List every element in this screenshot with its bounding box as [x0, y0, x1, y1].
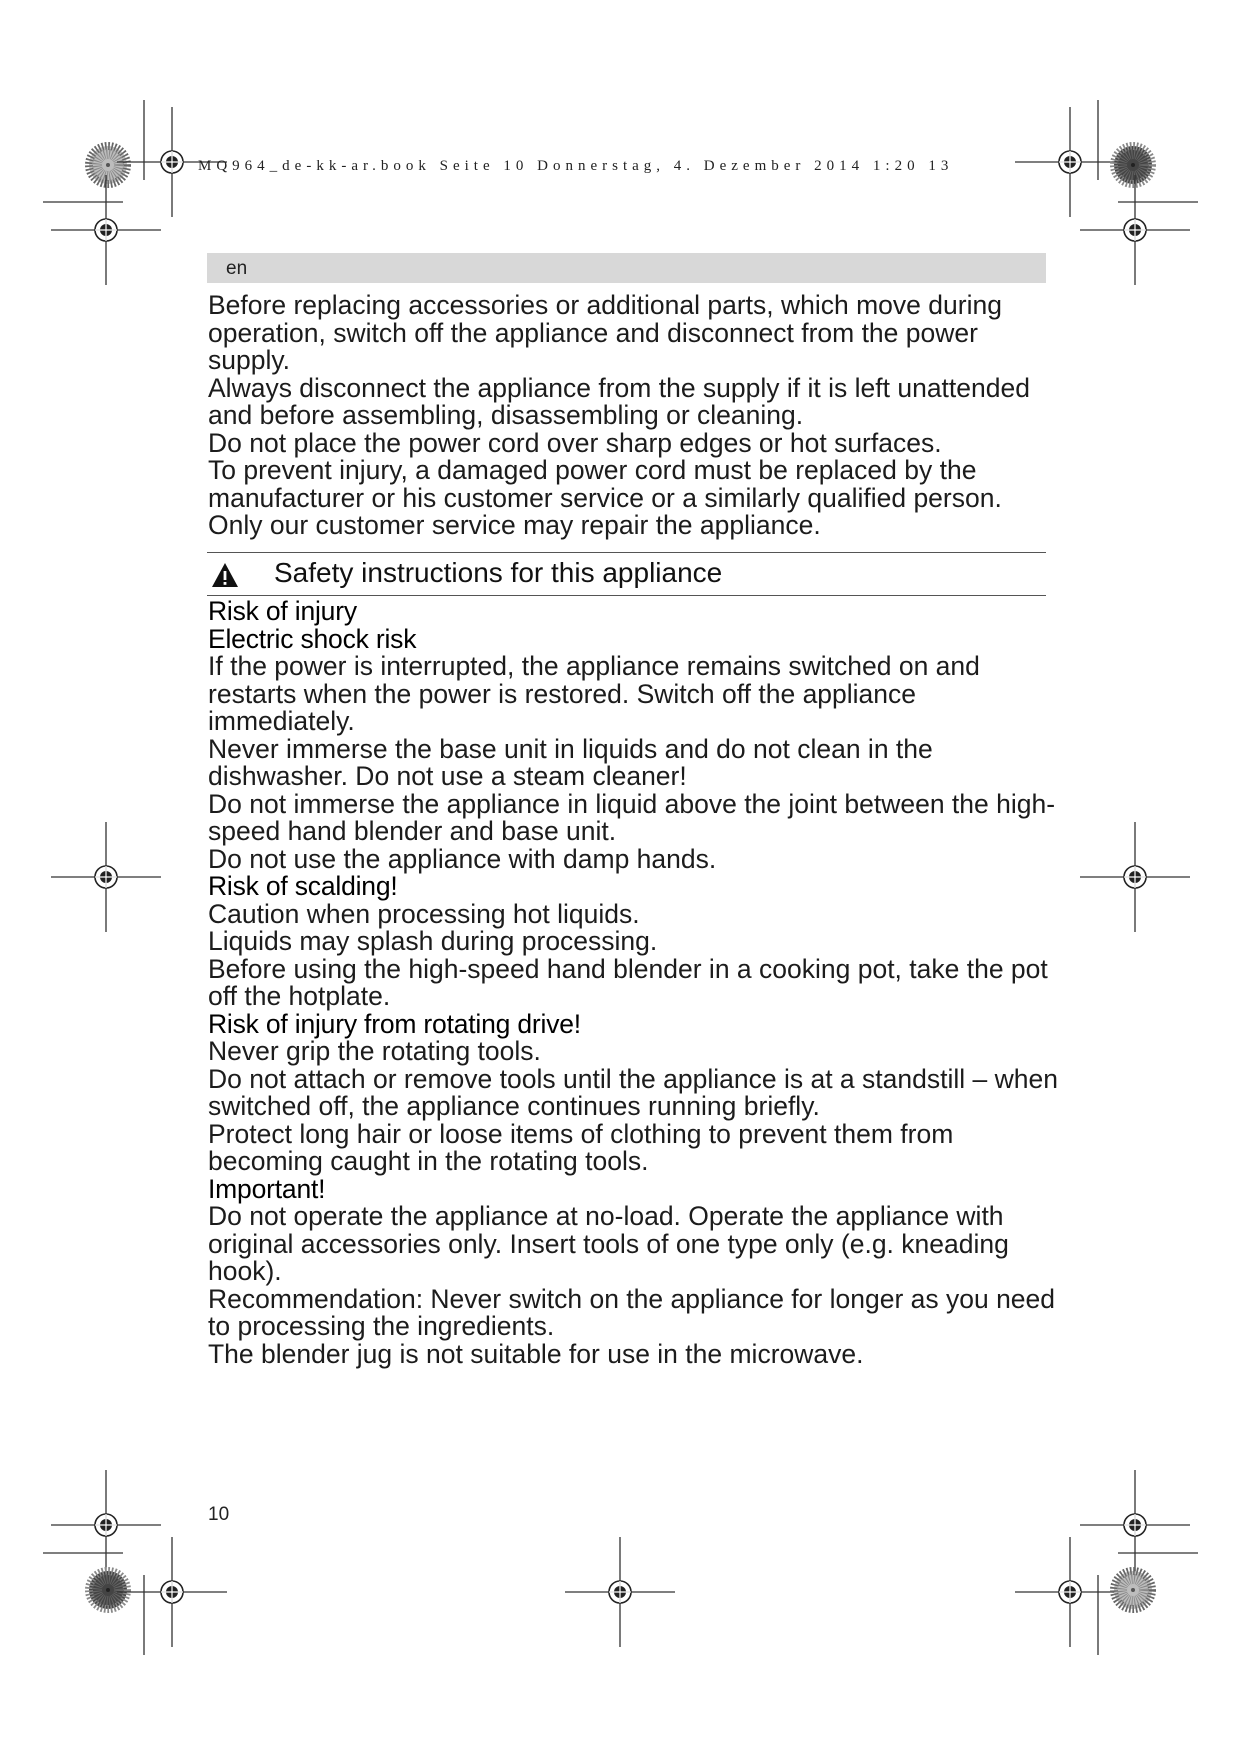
paragraph: Liquids may splash during processing.	[208, 926, 658, 956]
subheading: Risk of injury	[208, 596, 357, 626]
paragraph: Never grip the rotating tools.	[208, 1036, 541, 1066]
crosshair-icon	[565, 1537, 675, 1647]
crosshair-icon	[1015, 1537, 1125, 1647]
language-bar	[207, 253, 1046, 283]
paragraph: If the power is interrupted, the appliance remains switched on and restarts when the power is restored. Switch off the appliance immediately.	[208, 651, 980, 736]
paragraph: Do not use the appliance with damp hands.	[208, 843, 717, 874]
paragraph: Only our customer service may repair the appliance.	[208, 510, 821, 540]
paragraph: To prevent injury, a damaged power cord must be replaced by the manufacturer or his customer service or a similarly qualified person.	[208, 455, 1002, 513]
paragraph: Do not immerse the appliance in liquid above the joint between the high-speed hand blender and base unit.	[208, 788, 1056, 846]
crosshair-icon	[1080, 822, 1190, 932]
registration-star-icon	[89, 146, 127, 184]
paragraph: Caution when processing hot liquids.	[208, 898, 640, 929]
section-title: Safety instructions for this appliance	[274, 557, 723, 588]
crosshair-icon	[51, 1470, 161, 1580]
crosshair-icon	[117, 1537, 227, 1647]
paragraph: Before replacing accessories or additional parts, which move during operation, switch off the appliance and disconnect from the power supply.	[208, 290, 1002, 375]
paragraph: Do not place the power cord over sharp edges or hot surfaces.	[208, 427, 942, 458]
registration-star-icon	[1114, 1571, 1152, 1609]
subheading: Electric shock risk	[208, 623, 417, 654]
paragraph: Before using the high-speed hand blender in a cooking pot, take the pot off the hotplate.	[208, 953, 1048, 1011]
safety-block	[208, 598, 1058, 1368]
registration-star-icon	[1114, 146, 1152, 184]
section-header	[207, 552, 1046, 596]
crosshair-icon	[1080, 175, 1190, 285]
intro-block	[208, 292, 1058, 540]
paragraph: Recommendation: Never switch on the appliance for longer as you need to processing the ingredients.	[208, 1283, 1056, 1341]
paragraph: Always disconnect the appliance from the supply if it is left unattended and before assembling, disassembling or cleaning.	[208, 372, 1030, 430]
paragraph: Never immerse the base unit in liquids and do not clean in the dishwasher. Do not use a steam cleaner!	[208, 733, 933, 791]
crosshair-icon	[1080, 1470, 1190, 1580]
paragraph: Protect long hair or loose items of clothing to prevent them from becoming caught in the rotating tools.	[208, 1118, 954, 1176]
page-number: 10	[208, 1504, 230, 1525]
subheading: Risk of injury from rotating drive!	[208, 1008, 581, 1039]
paragraph: Do not operate the appliance at no-load. Operate the appliance with original accessories only. Insert tools of one type only (e.g. kneading hook).	[208, 1201, 1009, 1286]
print-slug: MQ964_de-kk-ar.book Seite 10 Donnerstag, 4. Dezember 2014 1:20 13	[198, 158, 954, 174]
warning-triangle-icon	[211, 562, 239, 588]
registration-star-icon	[89, 1571, 127, 1609]
paragraph: The blender jug is not suitable for use in the microwave.	[208, 1338, 864, 1369]
subheading: Risk of scalding!	[208, 871, 398, 901]
language-tag: en	[226, 258, 248, 279]
subheading: Important!	[208, 1173, 326, 1204]
paragraph: Do not attach or remove tools until the appliance is at a standstill – when switched off, the appliance continues running briefly.	[208, 1063, 1058, 1121]
crosshair-icon	[51, 822, 161, 932]
crosshair-icon	[51, 175, 161, 285]
